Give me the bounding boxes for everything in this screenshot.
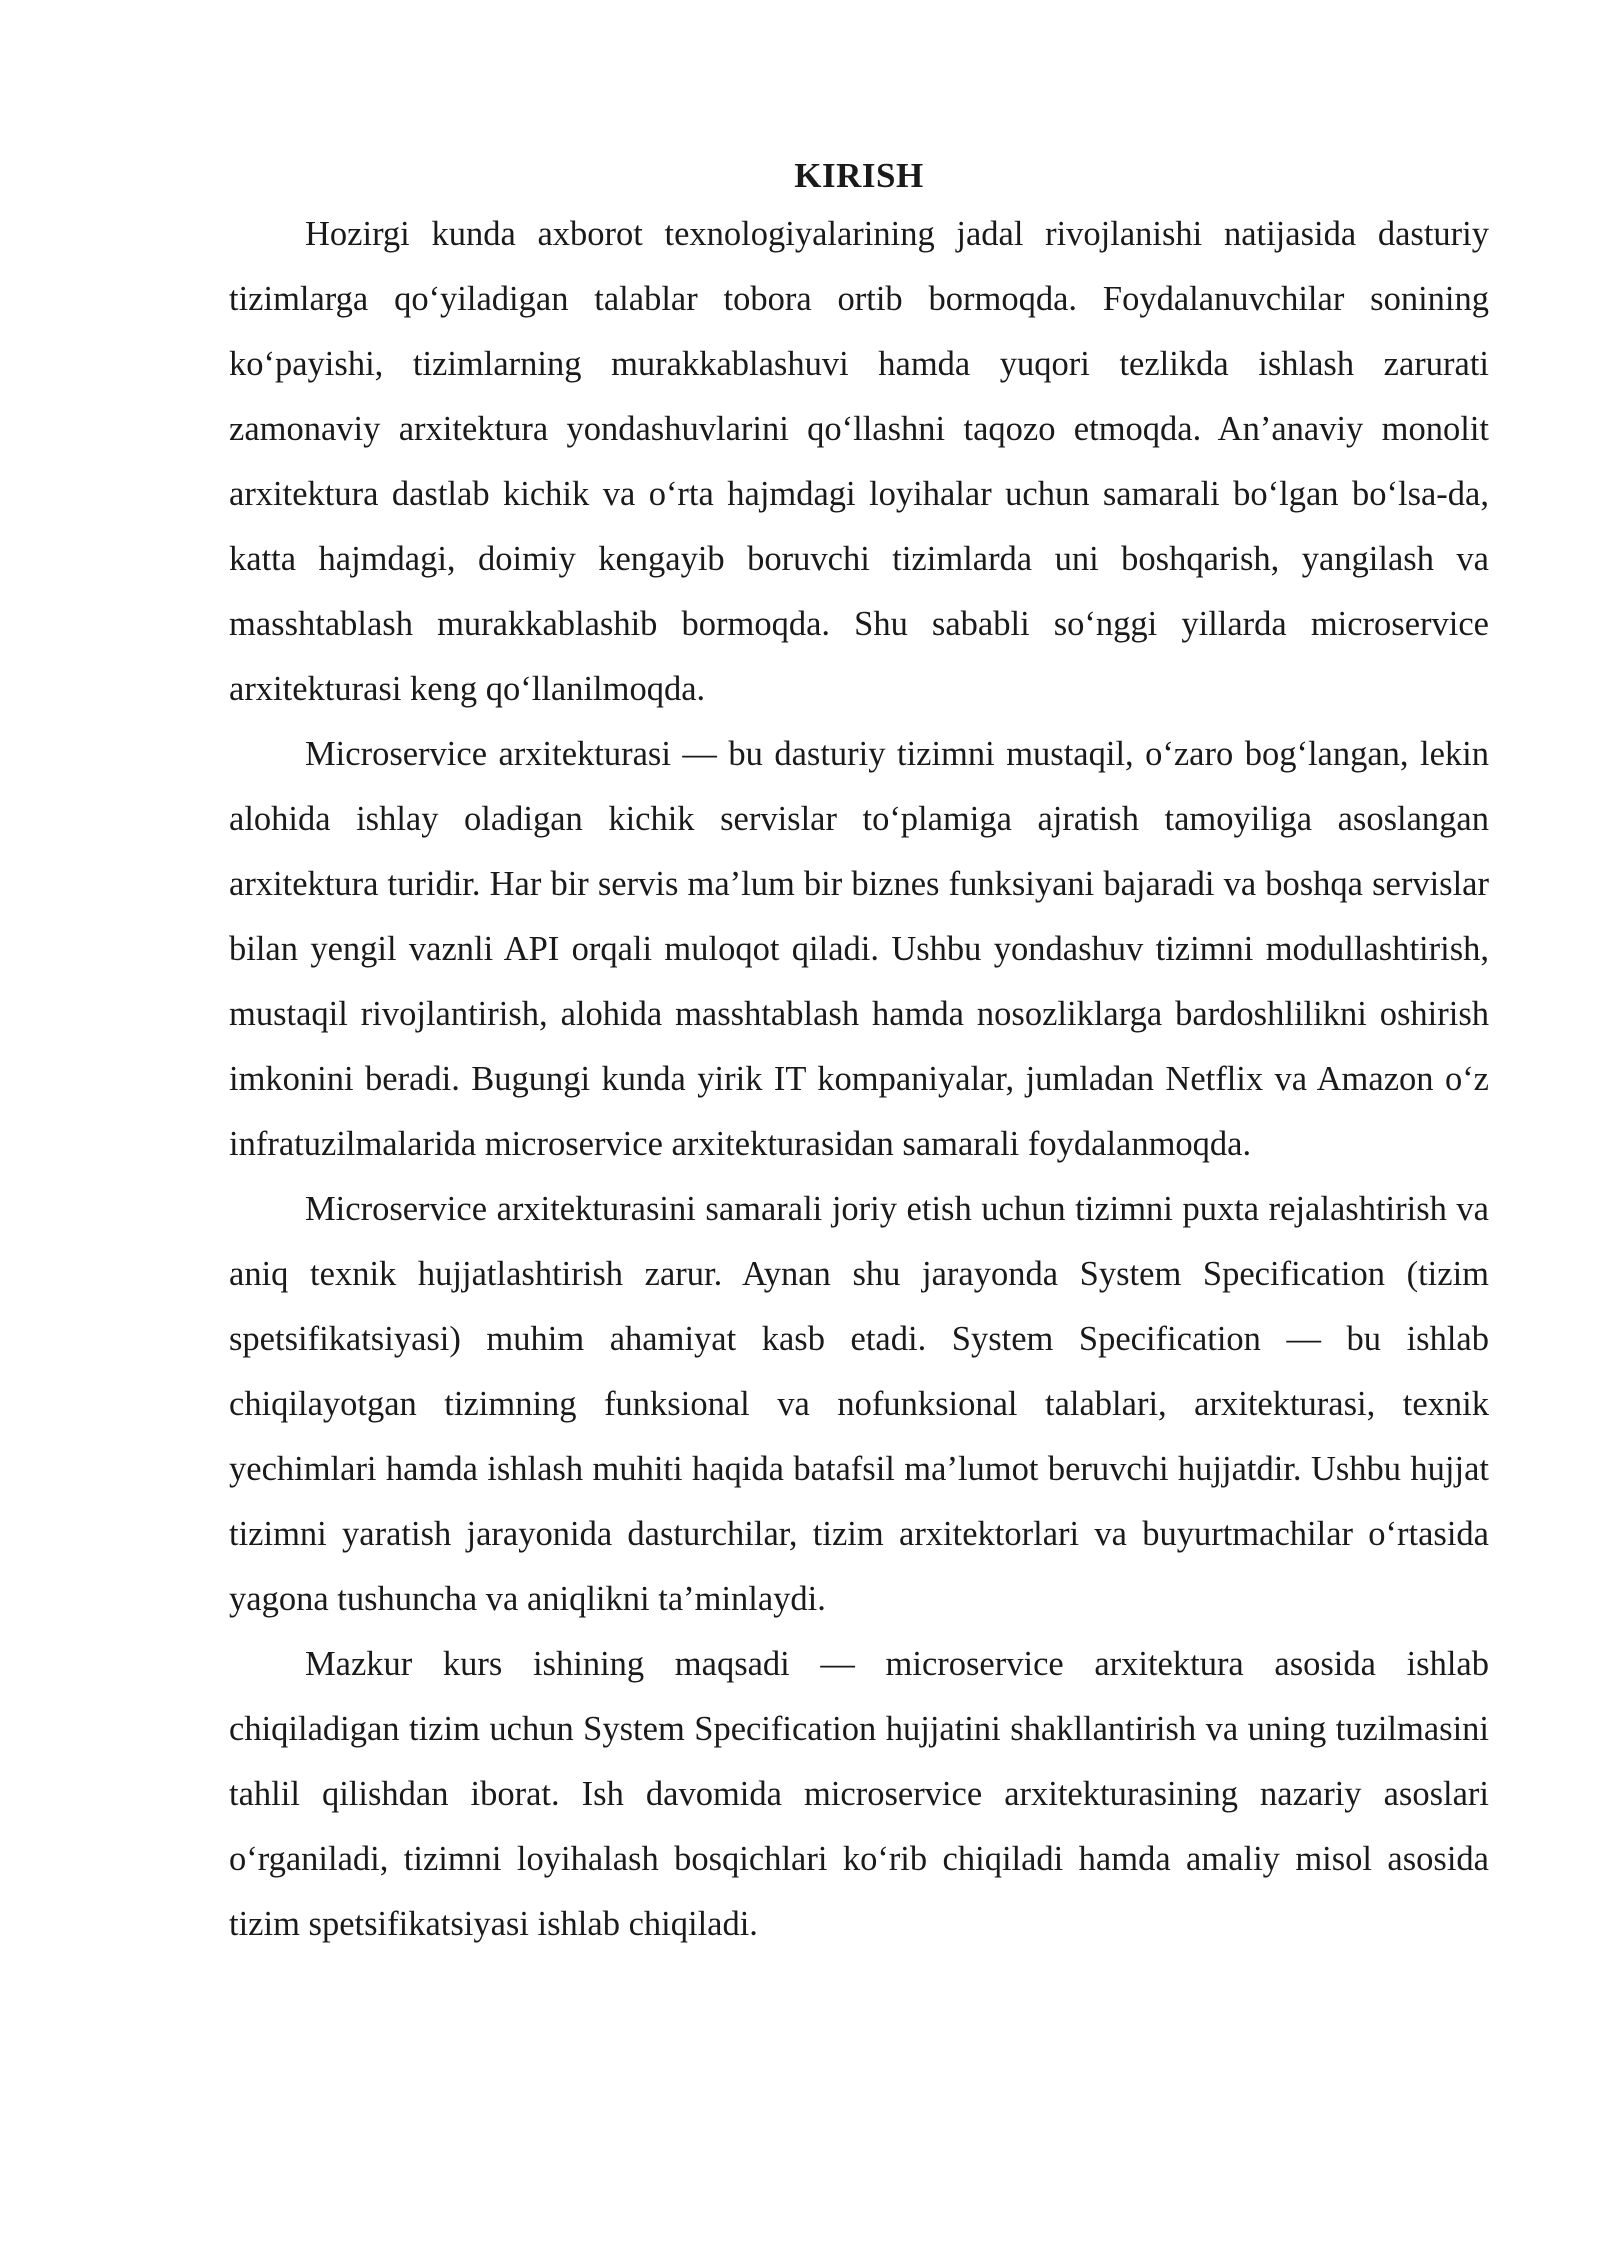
page-title: KIRISH xyxy=(794,156,924,195)
paragraph-3: Microservice arxitekturasini samarali joriy etish uchun tizimni puxta rejalashtirish va aniq texnik hujjatlashtirish zarur. Aynan shu jarayonda System Specification (tizim spetsifikatsiyasi) muhim ahamiyat kasb etadi. System Specification — bu ishlab chiqilayotgan tizimning funksional va nofunksional talablari, arxitekturasi, texnik yechimlari hamda ishlash muhiti haqida batafsil ma’lumot beruvchi hujjatdir. Ushbu hujjat tizimni yaratish jarayonida dasturchilar, tizim arxitektorlari va buyurtmachilar o‘rtasida yagona tushuncha va aniqlikni ta’minlaydi. xyxy=(229,1190,1489,1618)
paragraph-4: Mazkur kurs ishining maqsadi — microservice arxitektura asosida ishlab chiqiladigan tizim uchun System Specification hujjatini shakllantirish va uning tuzilmasini tahlil qilishdan iborat. Ish davomida microservice arxitekturasining nazariy asoslari o‘rganiladi, tizimni loyihalash bosqichlari ko‘rib chiqiladi hamda amaliy misol asosida tizim spetsifikatsiyasi ishlab chiqiladi. xyxy=(229,1645,1489,1943)
paragraph-1: Hozirgi kunda axborot texnologiyalarining jadal rivojlanishi natijasida dasturiy tizimlarga qo‘yiladigan talablar tobora ortib bormoqda. Foydalanuvchilar sonining ko‘payishi, tizimlarning murakkablashuvi hamda yuqori tezlikda ishlash zarurati zamonaviy arxitektura yondashuvlarini qo‘llashni taqozo etmoqda. An’anaviy monolit arxitektura dastlab kichik va o‘rta hajmdagi loyihalar uchun samarali bo‘lgan bo‘lsa-da, katta hajmdagi, doimiy kengayib boruvchi tizimlarda uni boshqarish, yangilash va masshtablash murakkablashib bormoqda. Shu sababli so‘nggi yillarda microservice arxitekturasi keng qo‘llanilmoqda. xyxy=(229,215,1489,708)
document-page xyxy=(229,152,1489,1957)
paragraph-2: Microservice arxitekturasi — bu dasturiy tizimni mustaqil, o‘zaro bog‘langan, lekin alohida ishlay oladigan kichik servislar to‘plamiga ajratish tamoyiliga asoslangan arxitektura turidir. Har bir servis ma’lum bir biznes funksiyani bajaradi va boshqa servislar bilan yengil vaznli API orqali muloqot qiladi. Ushbu yondashuv tizimni modullashtirish, mustaqil rivojlantirish, alohida masshtablash hamda nosozliklarga bardoshlilikni oshirish imkonini beradi. Bugungi kunda yirik IT kompaniyalar, jumladan Netflix va Amazon o‘z infratuzilmalarida microservice arxitekturasidan samarali foydalanmoqda. xyxy=(229,735,1489,1163)
